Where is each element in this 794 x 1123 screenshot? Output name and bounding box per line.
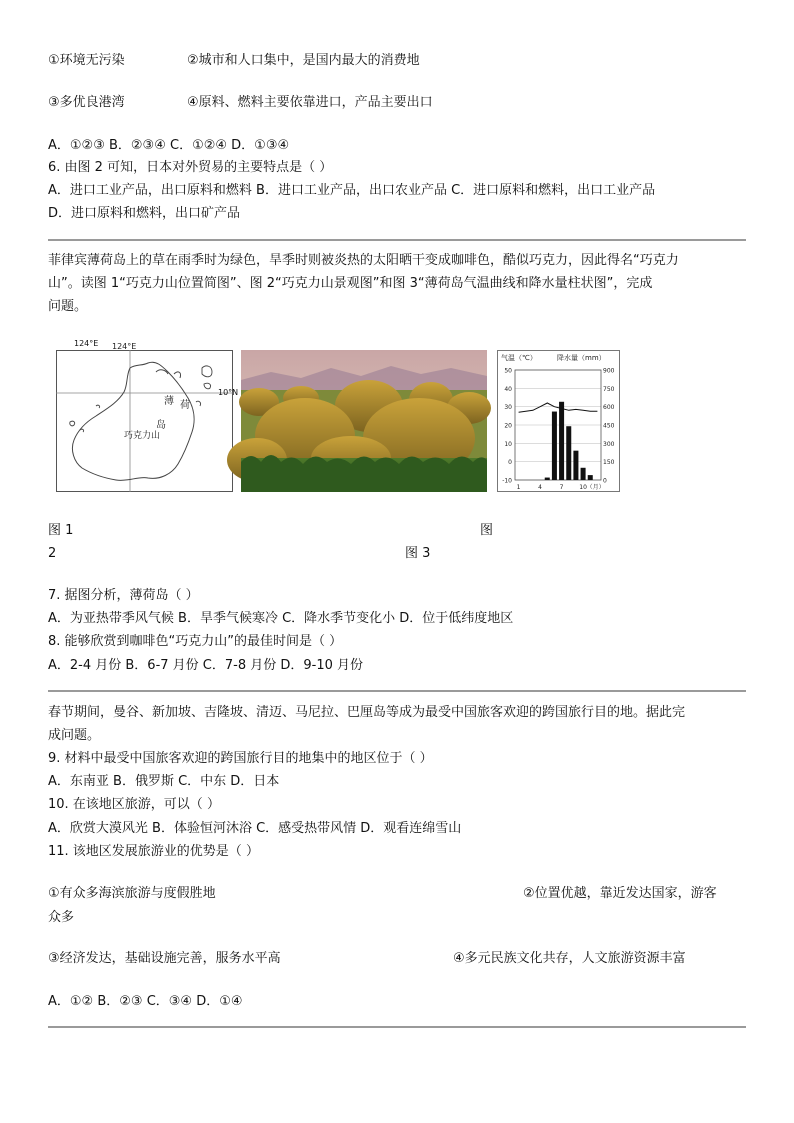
question-8: 8. 能够欣赏到咖啡色“巧克力山”的最佳时间是（ ） (48, 634, 343, 649)
option-1: ①环境无污染 (48, 53, 125, 68)
x-axis-unit: （月） (586, 484, 605, 491)
question-11: 11. 该地区发展旅游业的优势是（ ） (48, 844, 259, 859)
question-6-options-cont: D．进口原料和燃料，出口矿产品 (48, 206, 241, 221)
location-map (56, 342, 233, 492)
y-tick-right: 300 (603, 440, 615, 448)
y-tick-right: 600 (603, 404, 615, 412)
figure-1-caption: 图 1 (48, 523, 74, 538)
y-tick-left: 40 (504, 385, 512, 393)
y-tick-left: 0 (508, 459, 512, 467)
island-label: 荷 (180, 400, 190, 411)
y-tick-left: 20 (504, 422, 512, 430)
y-axis-left-title: 气温（℃） (501, 354, 537, 362)
y-tick-left: 50 (504, 367, 512, 375)
x-tick: 4 (538, 484, 542, 491)
y-tick-left: 10 (504, 440, 512, 448)
question-7-options: A．为亚热带季风气候 B．旱季气候寒冷 C．降水季节变化小 D．位于低纬度地区 (48, 611, 514, 626)
passage-line: 菲律宾薄荷岛上的草在雨季时为绿色，旱季时则被炎热的太阳晒干变成咖啡色，酷似巧克力，因此得名“巧克力 (48, 253, 679, 268)
option-3: ③经济发达，基础设施完善，服务水平高 (48, 951, 281, 966)
y-axis-right-title: 降水量（mm） (557, 354, 606, 362)
y-tick-right: 750 (603, 385, 615, 393)
q11-answers: A．①② B．②③ C．③④ D．①④ (48, 994, 243, 1009)
option-2-cont: 众多 (48, 910, 75, 925)
precipitation-bar (588, 475, 593, 480)
option-2: ②城市和人口集中，是国内最大的消费地 (187, 53, 420, 68)
latitude-label: 10°N (218, 388, 239, 397)
figure-2-caption-cont: 2 (48, 546, 57, 561)
question-9: 9. 材料中最受中国旅客欢迎的跨国旅行目的地集中的地区位于（ ） (48, 751, 433, 766)
section-divider (48, 690, 746, 692)
option-1: ①有众多海滨旅游与度假胜地 (48, 886, 216, 901)
island-label: 薄 (164, 396, 174, 407)
precipitation-bar (545, 478, 550, 480)
question-6: 6. 由图 2 可知，日本对外贸易的主要特点是（ ） (48, 160, 333, 175)
question-7: 7. 据图分析，薄荷岛（ ） (48, 588, 199, 603)
figure-3-caption: 图 3 (405, 546, 431, 561)
passage-line: 山”。读图 1“巧克力山位置简图”、图 2“巧克力山景观图”和图 3“薄荷岛气温曲线和降水量柱状图”，完成 (48, 276, 653, 291)
precipitation-bar (552, 412, 557, 480)
question-10-options: A．欣赏大漠风光 B．体验恒河沐浴 C．感受热带风情 D．观看连绵雪山 (48, 821, 462, 836)
chocolate-hills-photo (241, 350, 487, 492)
passage-line: 问题。 (48, 299, 88, 314)
passage-line: 春节期间，曼谷、新加坡、吉隆坡、清迈、马尼拉、巴厘岛等成为最受中国旅客欢迎的跨国旅行目的地。据此完 (48, 705, 686, 720)
y-tick-right: 900 (603, 367, 615, 375)
y-tick-left: -10 (502, 477, 512, 485)
x-tick: 7 (559, 484, 564, 491)
precipitation-bar (559, 402, 564, 480)
hill-label: 巧克力山 (124, 431, 161, 441)
precipitation-bar (573, 451, 578, 480)
longitude-label: 124°E (112, 342, 137, 351)
x-tick: 1 (516, 484, 521, 491)
island-label: 岛 (156, 420, 166, 431)
precipitation-bar (581, 468, 586, 480)
y-tick-left: 30 (504, 404, 512, 412)
x-tick: 10 (579, 484, 587, 491)
y-tick-right: 450 (603, 422, 615, 430)
option-2: ②位置优越，靠近发达国家，游客 (523, 886, 717, 901)
question-8-options: A．2-4 月份 B．6-7 月份 C．7-8 月份 D．9-10 月份 (48, 658, 364, 673)
question-9-options: A．东南亚 B．俄罗斯 C．中东 D．日本 (48, 774, 280, 789)
question-6-options: A．进口工业产品，出口原料和燃料 B．进口工业产品，出口农业产品 C．进口原料和燃料，出口工业产品 (48, 183, 656, 198)
y-tick-right: 0 (603, 477, 607, 485)
section-divider (48, 1026, 746, 1028)
climate-chart (497, 350, 620, 492)
passage-line: 成问题。 (48, 728, 101, 743)
option-4: ④多元民族文化共存，人文旅游资源丰富 (453, 951, 686, 966)
option-4: ④原料、燃料主要依靠进口，产品主要出口 (187, 95, 433, 110)
section-divider (48, 239, 746, 241)
question-10: 10. 在该地区旅游，可以（ ） (48, 797, 220, 812)
option-3: ③多优良港湾 (48, 95, 125, 110)
longitude-label: 124°E (74, 339, 99, 348)
precipitation-bar (566, 426, 571, 480)
q5-answers: A．①②③ B．②③④ C．①②④ D．①③④ (48, 138, 290, 153)
y-tick-right: 150 (603, 459, 615, 467)
figure-2-caption: 图 (480, 523, 494, 538)
